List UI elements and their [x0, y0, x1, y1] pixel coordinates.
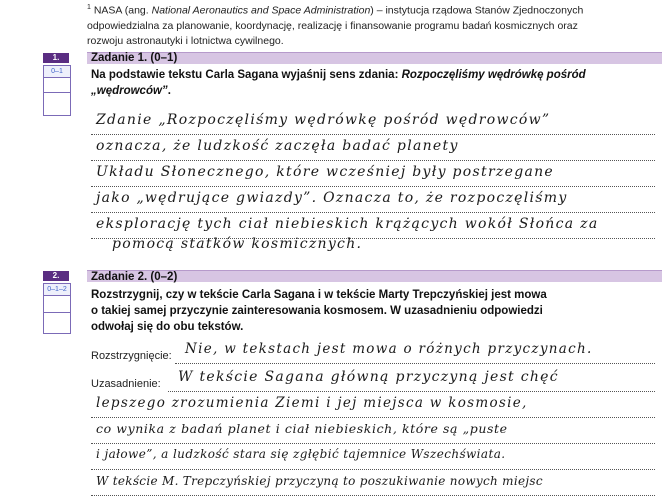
answer-line — [175, 363, 655, 364]
task1-handwriting-line: pomocą statków kosmicznych. — [112, 236, 363, 252]
answer-line — [91, 160, 655, 161]
footnote-line-2: odpowiedzialna za planowanie, koordynację, realizację i finansowanie programu badań kosmicznych oraz — [87, 19, 578, 32]
task1-handwriting-line: Układu Słonecznego, które wcześniej były postrzegane — [96, 164, 555, 180]
task2-prompt: Rozstrzygnij, czy w tekście Carla Sagana i w tekście Marty Trepczyńskiej jest mowa o takiej samej przyczynie zainteresowania kosmosem. W uzasadnieniu odpowiedzi odwołaj się do obu tekstów. — [91, 289, 547, 333]
task1-handwriting-line: jako „wędrujące gwiazdy”. Oznacza to, że rozpoczęliśmy — [96, 190, 568, 206]
task1-handwriting-line: oznacza, że ludzkość zaczęła badać planety — [96, 138, 459, 154]
task1-score-cell[interactable] — [44, 78, 70, 93]
task1-title: Zadanie 1. (0–1) — [91, 52, 178, 64]
task1-handwriting-line: Zdanie „Rozpoczęliśmy wędrówkę pośród wędrowców” — [96, 112, 551, 128]
answer-line — [91, 134, 655, 135]
task2-number-box: 2. — [43, 271, 69, 281]
task2-score-label: 0–1–2 — [44, 284, 70, 296]
answer-line — [91, 417, 655, 418]
task2-handwriting-line: co wynika z badań planet i ciał niebieskich, które są „puste — [96, 421, 508, 436]
justification-label: Uzasadnienie: — [91, 378, 161, 390]
footnote-line-3: rozwoju astronautyki i lotnictwa cywilnego. — [87, 34, 284, 47]
answer-line — [91, 469, 655, 470]
task2-score-cell[interactable] — [44, 313, 70, 333]
answer-line — [91, 186, 655, 187]
task1-prompt: Na podstawie tekstu Carla Sagana wyjaśnij sens zdania: Rozpoczęliśmy wędrówkę pośród „wędrowców”. — [91, 69, 586, 97]
task2-handwriting-line: lepszego zrozumienia Ziemi i jej miejsca w kosmosie, — [96, 395, 528, 411]
answer-line — [91, 495, 655, 496]
decision-label: Rozstrzygnięcie: — [91, 350, 172, 362]
task1-number-box: 1. — [43, 53, 69, 63]
task1-score-cell[interactable] — [44, 93, 70, 115]
task2-handwriting-line: W tekście Sagana główną przyczyną jest chęć — [178, 369, 559, 385]
task1-handwriting-line: eksplorację tych ciał niebieskich krążących wokół Słońca za — [96, 216, 599, 232]
footnote-line-1: $^1$ NASA (ang. National Aeronautics and Space Administration) – instytucja rządowa Stanów Zjednoczonych — [87, 4, 584, 17]
task2-title: Zadanie 2. (0–2) — [91, 271, 178, 283]
footnote-marker: 1 — [87, 4, 91, 11]
task1-score-label: 0–1 — [44, 66, 70, 78]
footnote — [87, 0, 657, 49]
task2-handwriting-line: i jałowe”, a ludzkość stara się zgłębić tajemnice Wszechświata. — [96, 447, 506, 461]
task2-score-cell[interactable] — [44, 296, 70, 313]
answer-line — [91, 443, 655, 444]
task2-handwriting-line: W tekście M. Trepczyńskiej przyczyną to poszukiwanie nowych miejsc — [96, 474, 543, 488]
answer-line — [168, 391, 655, 392]
task1-score-column — [43, 65, 71, 116]
task2-score-column — [43, 283, 71, 334]
decision-answer: Nie, w tekstach jest mowa o różnych przyczynach. — [185, 341, 593, 357]
answer-line — [91, 212, 655, 213]
